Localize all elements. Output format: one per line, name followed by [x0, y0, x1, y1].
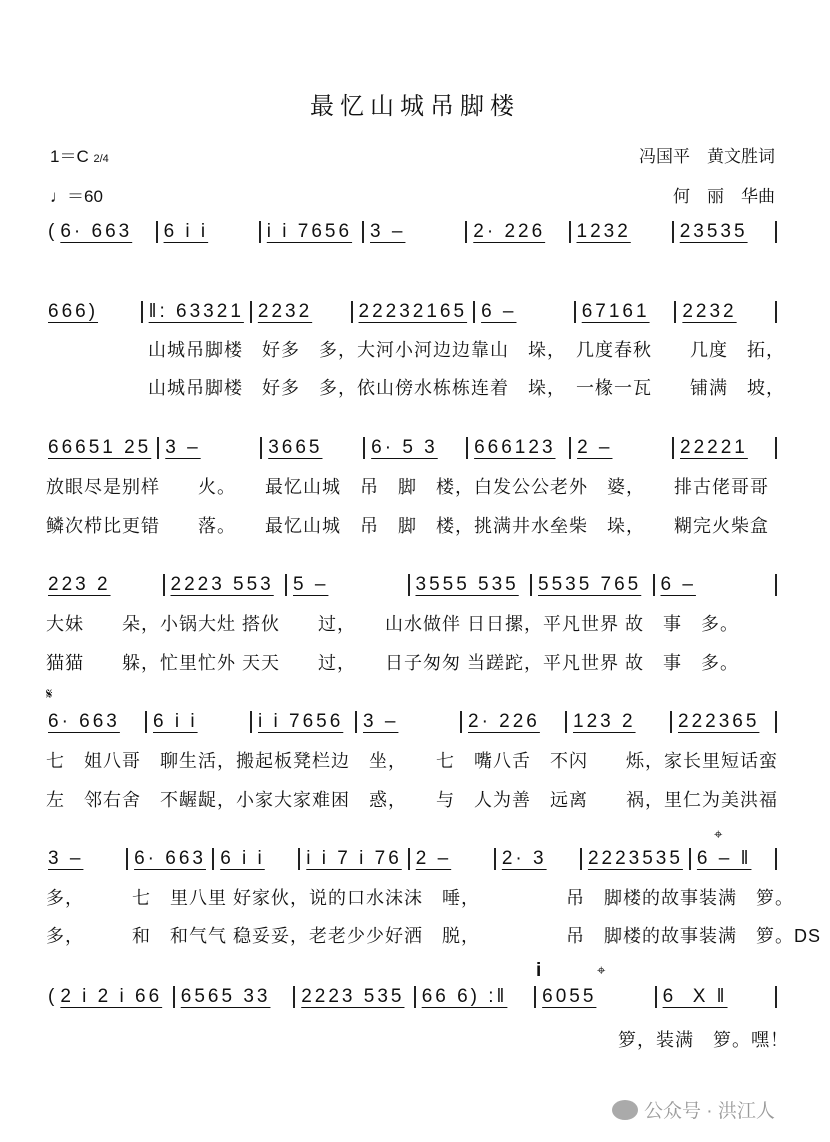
lyric-line: 左 邻右舍 不龌龊，小家大家难困 惑， 与 人为善 远离 祸，里仁为美洪福	[46, 790, 778, 810]
measure-notes: 6 i i	[153, 711, 198, 732]
measure-notes: 3 –	[48, 848, 84, 869]
lyric-line: 鳞次栉比更错 落。 最忆山城 吊 脚 楼，挑满井水垒柴 垛， 糊完火柴盒	[46, 516, 769, 536]
measure	[678, 711, 769, 733]
bar-line	[775, 986, 777, 1008]
bar-line	[494, 848, 496, 870]
measure	[164, 221, 253, 243]
bar-line	[655, 986, 657, 1008]
bar-line	[775, 711, 777, 733]
measure	[60, 986, 166, 1008]
bar-line	[363, 437, 365, 459]
bar-line	[145, 711, 147, 733]
measure	[371, 437, 460, 459]
coda-icon: ⌖	[714, 826, 723, 843]
bar-line	[126, 848, 128, 870]
bar-line	[212, 848, 214, 870]
watermark-text: 公众号 · 洪江人	[644, 1101, 775, 1122]
measure-notes: 5 –	[293, 574, 329, 595]
measure	[363, 711, 454, 733]
bar-line	[565, 711, 567, 733]
lyric-line: 猫猫 躲，忙里忙外 天天 过， 日子匆匆 当蹉跎，平凡世界 故 事 多。	[46, 653, 739, 673]
bar-line	[653, 574, 655, 596]
notation-system	[48, 707, 783, 737]
bar-line	[157, 437, 159, 459]
bar-line	[156, 221, 158, 243]
measure-notes: 6 –	[660, 574, 696, 595]
measure-notes: 666)	[48, 301, 99, 322]
measure-notes: 1232	[576, 221, 631, 242]
measure-notes: 3 –	[363, 711, 399, 732]
measure-notes: 3 –	[165, 437, 201, 458]
bar-line	[408, 848, 410, 870]
measure	[473, 221, 562, 243]
measure-notes: 6 –	[481, 301, 517, 322]
bar-line	[173, 986, 175, 1008]
notation-system	[48, 217, 783, 247]
bar-line	[460, 711, 462, 733]
measure	[134, 848, 206, 870]
paren: (	[48, 986, 55, 1007]
measure	[697, 848, 769, 870]
lyric-line: 放眼尽是别样 火。 最忆山城 吊 脚 楼，白发公公老外 婆， 排古佬哥哥	[46, 477, 769, 497]
measure	[171, 574, 280, 596]
measure	[153, 711, 244, 733]
measure-notes: 2232	[257, 301, 313, 322]
notation-system	[48, 433, 783, 463]
measure-notes: 222365	[678, 711, 760, 732]
lyric-line: 多， 和 和气气 稳妥妥，老老少少好洒 脱， 吊 脚楼的故事装满 箩。DS	[46, 926, 822, 946]
bar-line	[473, 301, 475, 323]
bar-line	[163, 574, 165, 596]
bar-line	[466, 437, 468, 459]
measure	[422, 986, 528, 1008]
measure	[661, 574, 770, 596]
bar-line	[355, 711, 357, 733]
measure	[258, 711, 349, 733]
measure-notes: 22221	[680, 437, 748, 458]
watermark	[612, 1096, 775, 1123]
measure-notes: 6 X ‖	[662, 986, 728, 1007]
coda-icon: ⌖	[597, 962, 606, 979]
measure-notes: 5535 765	[538, 574, 642, 595]
bar-line	[530, 574, 532, 596]
measure-notes: i i 7 i 76	[306, 848, 402, 869]
measure-notes: 2 i 2 i 66	[60, 986, 163, 1007]
measure-notes: 2· 226	[468, 711, 540, 732]
measure	[582, 301, 669, 323]
bar-line	[689, 848, 691, 870]
measure-notes: 2 –	[415, 848, 452, 869]
measure	[474, 437, 563, 459]
bar-line	[775, 848, 777, 870]
measure-notes: i i 7656	[266, 221, 353, 242]
measure-notes: i i 7656	[258, 711, 344, 732]
measure	[481, 301, 568, 323]
notation-system	[48, 844, 783, 874]
lyric-line: 七 姐八哥 聊生活，搬起板凳栏边 坐， 七 嘴八舌 不闪 烁，家长里短话蛮	[46, 751, 778, 771]
measure	[268, 437, 357, 459]
measure-notes: 6565 33	[180, 986, 271, 1007]
measure	[267, 221, 356, 243]
measure	[577, 437, 666, 459]
tempo-marking: ♩＝60	[50, 187, 103, 206]
lyric-line: 山城吊脚楼 好多 多，大河小河边边靠山 垛， 几度春秋 几度 拓，	[148, 340, 785, 360]
measure	[416, 848, 488, 870]
measure	[680, 221, 769, 243]
measure-notes: 67161	[581, 301, 650, 322]
bar-line	[351, 301, 353, 323]
bar-line	[775, 437, 777, 459]
bar-line	[775, 574, 777, 596]
measure-notes: 66 6) :‖	[421, 986, 508, 1007]
measure-notes: 6· 663	[48, 711, 120, 732]
measure-notes: 23535	[679, 221, 748, 242]
bar-line	[569, 221, 571, 243]
bar-line	[670, 711, 672, 733]
measure	[416, 574, 525, 596]
measure	[468, 711, 559, 733]
measure	[149, 301, 244, 323]
bar-line	[141, 301, 143, 323]
measure-notes: 6· 663	[60, 221, 133, 242]
measure-notes: 2 –	[577, 437, 613, 458]
bar-line	[260, 437, 262, 459]
measure-notes: 2232	[682, 301, 737, 322]
bar-line	[674, 301, 676, 323]
bar-line	[465, 221, 467, 243]
measure-notes: 66651 25	[48, 437, 152, 458]
measure	[502, 848, 574, 870]
measure	[680, 437, 769, 459]
bar-line	[672, 221, 674, 243]
bar-line	[250, 711, 252, 733]
bar-line	[534, 986, 536, 1008]
measure-notes: ‖: 63321	[148, 301, 244, 322]
notation-system	[48, 570, 783, 600]
measure	[573, 711, 664, 733]
lyric-line: 山城吊脚楼 好多 多，依山傍水栋栋连着 垛， 一椽一瓦 铺满 坡，	[148, 378, 785, 398]
wechat-icon	[612, 1100, 638, 1120]
measure	[220, 848, 292, 870]
measure	[577, 221, 666, 243]
time-signature: 2/4	[93, 153, 109, 165]
measure	[165, 437, 254, 459]
measure	[663, 986, 769, 1008]
segno-icon: 𝄋	[46, 686, 53, 703]
bar-line	[580, 848, 582, 870]
measure	[181, 986, 287, 1008]
measure	[258, 301, 345, 323]
bar-line	[775, 221, 777, 243]
measure	[293, 574, 402, 596]
lyric-line: 大妹 朵，小锅大灶 搭伙 过， 山水做伴 日日摞，平凡世界 故 事 多。	[46, 614, 739, 634]
measure	[538, 574, 647, 596]
measure-notes: 2· 226	[473, 221, 546, 242]
measure-notes: 6055	[542, 986, 597, 1007]
measure	[48, 574, 157, 596]
measure-notes: 6· 663	[134, 848, 206, 869]
lyric-line: 箩，装满 箩。嘿！	[618, 1030, 789, 1050]
grace-note: i	[536, 960, 542, 981]
key-signature	[50, 142, 109, 167]
measure	[588, 848, 683, 870]
bar-line	[672, 437, 674, 459]
measure-notes: 666123	[474, 437, 556, 458]
notation-system	[48, 982, 783, 1012]
measure	[48, 711, 139, 733]
bar-line	[408, 574, 410, 596]
measure-notes: 6 – ‖	[696, 848, 752, 869]
key-text: 1＝C	[50, 147, 89, 166]
measure-notes: 6· 5 3	[371, 437, 438, 458]
paren: (	[48, 221, 55, 242]
measure-notes: 3555 535	[415, 574, 519, 595]
measure	[48, 301, 135, 323]
bar-line	[298, 848, 300, 870]
lyric-line: 多， 七 里八里 好家伙，说的口水沫沫 唾， 吊 脚楼的故事装满 箩。	[46, 888, 794, 908]
measure-notes: 6 i i	[220, 848, 265, 869]
bar-line	[574, 301, 576, 323]
measure-notes: 223 2	[48, 574, 111, 595]
measure-notes: 3 –	[370, 221, 406, 242]
bar-line	[775, 301, 777, 323]
notation-system	[48, 297, 783, 327]
bar-line	[293, 986, 295, 1008]
measure	[60, 221, 149, 243]
measure	[306, 848, 401, 870]
measure-notes: 3665	[268, 437, 323, 458]
measure-notes: 123 2	[573, 711, 636, 732]
measure	[48, 437, 151, 459]
measure-notes: 2223 553	[170, 574, 274, 595]
bar-line	[285, 574, 287, 596]
measure	[542, 986, 648, 1008]
measure-notes: 2223535	[587, 848, 683, 869]
measure	[48, 848, 120, 870]
song-title: 最忆山城吊脚楼	[310, 93, 520, 120]
measure	[682, 301, 769, 323]
bar-line	[362, 221, 364, 243]
measure-notes: 6 i i	[163, 221, 209, 242]
measure	[370, 221, 459, 243]
bar-line	[569, 437, 571, 459]
lyricist-credit: 冯国平 黄文胜词	[639, 147, 775, 166]
measure-notes: 2· 3	[501, 848, 547, 869]
measure-notes: 2223 535	[301, 986, 405, 1007]
measure	[359, 301, 468, 323]
measure-notes: 22232165	[358, 301, 468, 322]
composer-credit: 何 丽 华曲	[673, 187, 775, 206]
measure	[301, 986, 407, 1008]
bar-line	[414, 986, 416, 1008]
bar-line	[250, 301, 252, 323]
bar-line	[259, 221, 261, 243]
